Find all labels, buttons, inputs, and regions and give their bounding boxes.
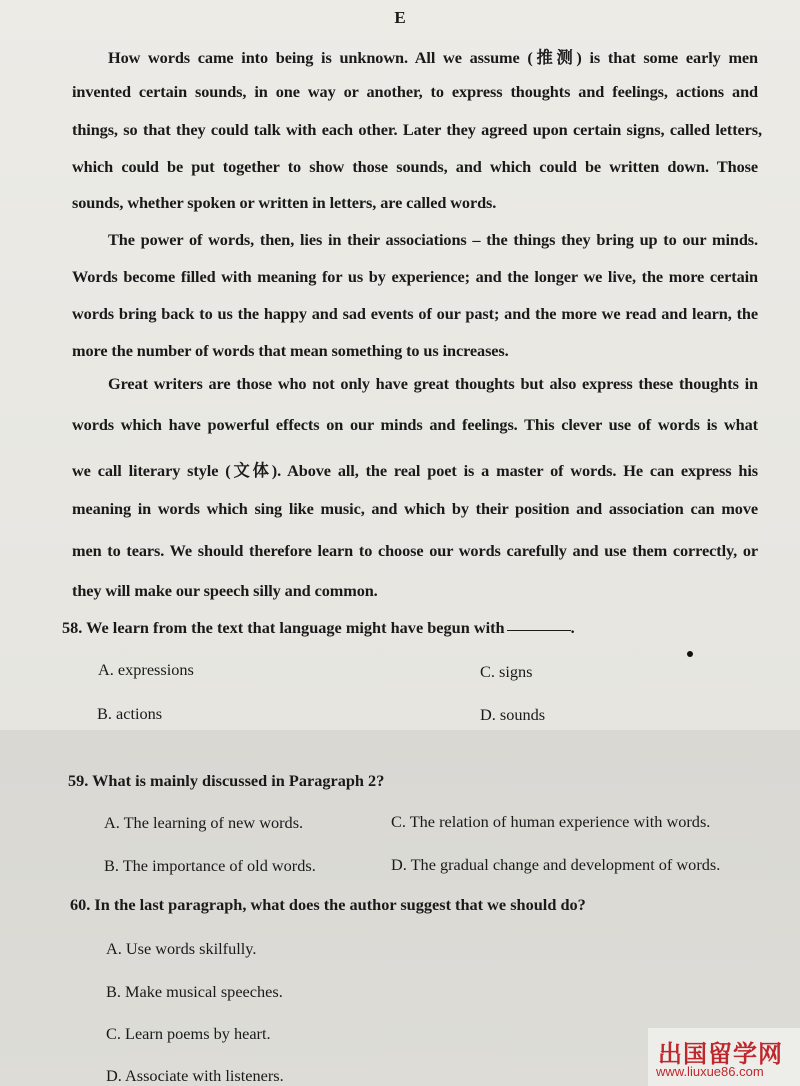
option-d[interactable]: D. Associate with listeners. bbox=[106, 1066, 284, 1085]
ink-dot bbox=[687, 651, 693, 657]
paragraph-line: words bring back to us the happy and sad events of our past; and the more we read and learn, the bbox=[72, 304, 758, 323]
paragraph-line: which could be put together to show those sounds, and which could be written down. Those bbox=[72, 157, 758, 176]
option-a[interactable]: A. expressions bbox=[98, 660, 194, 679]
option-b[interactable]: B. actions bbox=[97, 704, 163, 723]
option-c[interactable]: C. Learn poems by heart. bbox=[106, 1024, 271, 1043]
watermark-url[interactable]: www.liuxue86.com bbox=[656, 1064, 764, 1079]
question-stem: 60. In the last paragraph, what does the author suggest that we should do? bbox=[70, 895, 586, 914]
paragraph-line: men to tears. We should therefore learn to choose our words carefully and use them correctly, or bbox=[72, 541, 758, 560]
paragraph-line: How words came into being is unknown. All we assume (推测) is that some early men bbox=[108, 48, 758, 67]
option-c[interactable]: C. The relation of human experience with words. bbox=[391, 812, 711, 831]
paragraph-line: invented certain sounds, in one way or another, to express thoughts and feelings, actions and bbox=[72, 82, 758, 101]
paragraph-line: they will make our speech silly and common. bbox=[72, 581, 378, 600]
paragraph-line: Great writers are those who not only have great thoughts but also express these thoughts in bbox=[108, 374, 758, 393]
section-letter: E bbox=[394, 8, 406, 27]
question-stem: 59. What is mainly discussed in Paragraph 2? bbox=[68, 771, 385, 790]
paragraph-line: The power of words, then, lies in their associations – the things they bring up to our minds. bbox=[108, 230, 758, 249]
paragraph-line: Words become filled with meaning for us by experience; and the longer we live, the more certain bbox=[72, 267, 758, 286]
paragraph-line: sounds, whether spoken or written in letters, are called words. bbox=[72, 193, 497, 212]
option-c[interactable]: C. signs bbox=[480, 662, 533, 681]
paragraph-line: things, so that they could talk with each other. Later they agreed upon certain signs, called letters, bbox=[72, 120, 762, 139]
question-stem bbox=[62, 618, 575, 638]
paragraph-line: we call literary style (文体). Above all, the real poet is a master of words. He can express his bbox=[72, 461, 758, 480]
option-d[interactable]: D. sounds bbox=[480, 705, 546, 724]
option-d[interactable]: D. The gradual change and development of words. bbox=[391, 855, 721, 874]
option-a[interactable]: A. Use words skilfully. bbox=[106, 939, 257, 958]
option-b[interactable]: B. The importance of old words. bbox=[104, 856, 316, 875]
question-stem-end: . bbox=[570, 618, 575, 637]
paragraph-line: meaning in words which sing like music, and which by their position and association can move bbox=[72, 499, 758, 518]
paragraph-line: more the number of words that mean something to us increases. bbox=[72, 341, 509, 360]
option-b[interactable]: B. Make musical speeches. bbox=[106, 982, 283, 1001]
paragraph-line: words which have powerful effects on our minds and feelings. This clever use of words is what bbox=[72, 415, 758, 434]
site-watermark bbox=[648, 1028, 800, 1086]
question-stem-text: 58. We learn from the text that language might have begun with bbox=[62, 618, 505, 637]
answer-blank bbox=[507, 629, 571, 631]
watermark-title: 出国留学网 bbox=[658, 1040, 783, 1068]
option-a[interactable]: A. The learning of new words. bbox=[104, 813, 304, 832]
